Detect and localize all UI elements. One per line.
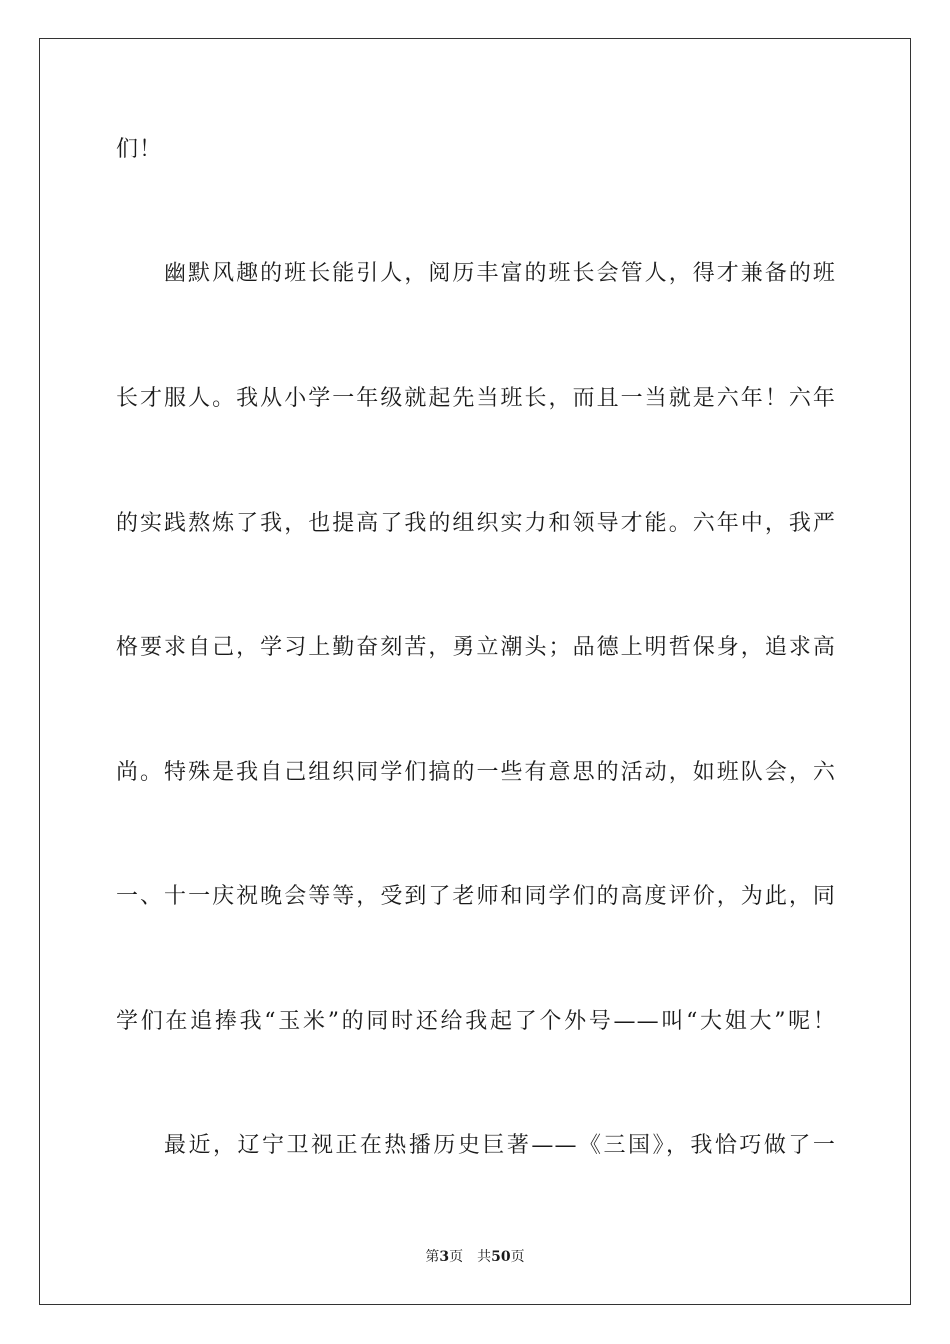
text-line: 学们在追捧我“玉米”的同时还给我起了个外号——叫“大姐大”呢！: [116, 1009, 836, 1034]
total-pages-number: 50: [491, 1249, 511, 1265]
page-footer: [0, 1247, 950, 1267]
text-line: 尚。特殊是我自己组织同学们搞的一些有意思的活动，如班队会，六: [116, 760, 836, 785]
text-line: 的实践熬炼了我，也提高了我的组织实力和领导才能。六年中，我严: [116, 511, 836, 536]
text-line: 一、十一庆祝晚会等等，受到了老师和同学们的高度评价，为此，同: [116, 884, 836, 909]
total-suffix: 页: [510, 1249, 525, 1265]
paragraph-first-line: 幽默风趣的班长能引人，阅历丰富的班长会管人，得才兼备的班: [164, 261, 836, 286]
total-prefix: 共: [477, 1249, 492, 1265]
page-prefix: 第: [425, 1249, 440, 1265]
text-line: 们！: [116, 137, 163, 162]
text-line: 格要求自己，学习上勤奋刻苦，勇立潮头；品德上明哲保身，追求高: [116, 635, 836, 660]
current-page-number: 3: [439, 1249, 450, 1265]
page-suffix: 页: [449, 1249, 464, 1265]
page-border: [39, 38, 911, 1305]
text-line: 长才服人。我从小学一年级就起先当班长，而且一当就是六年！六年: [116, 386, 836, 411]
paragraph-first-line: 最近，辽宁卫视正在热播历史巨著——《三国》，我恰巧做了一: [164, 1133, 836, 1158]
